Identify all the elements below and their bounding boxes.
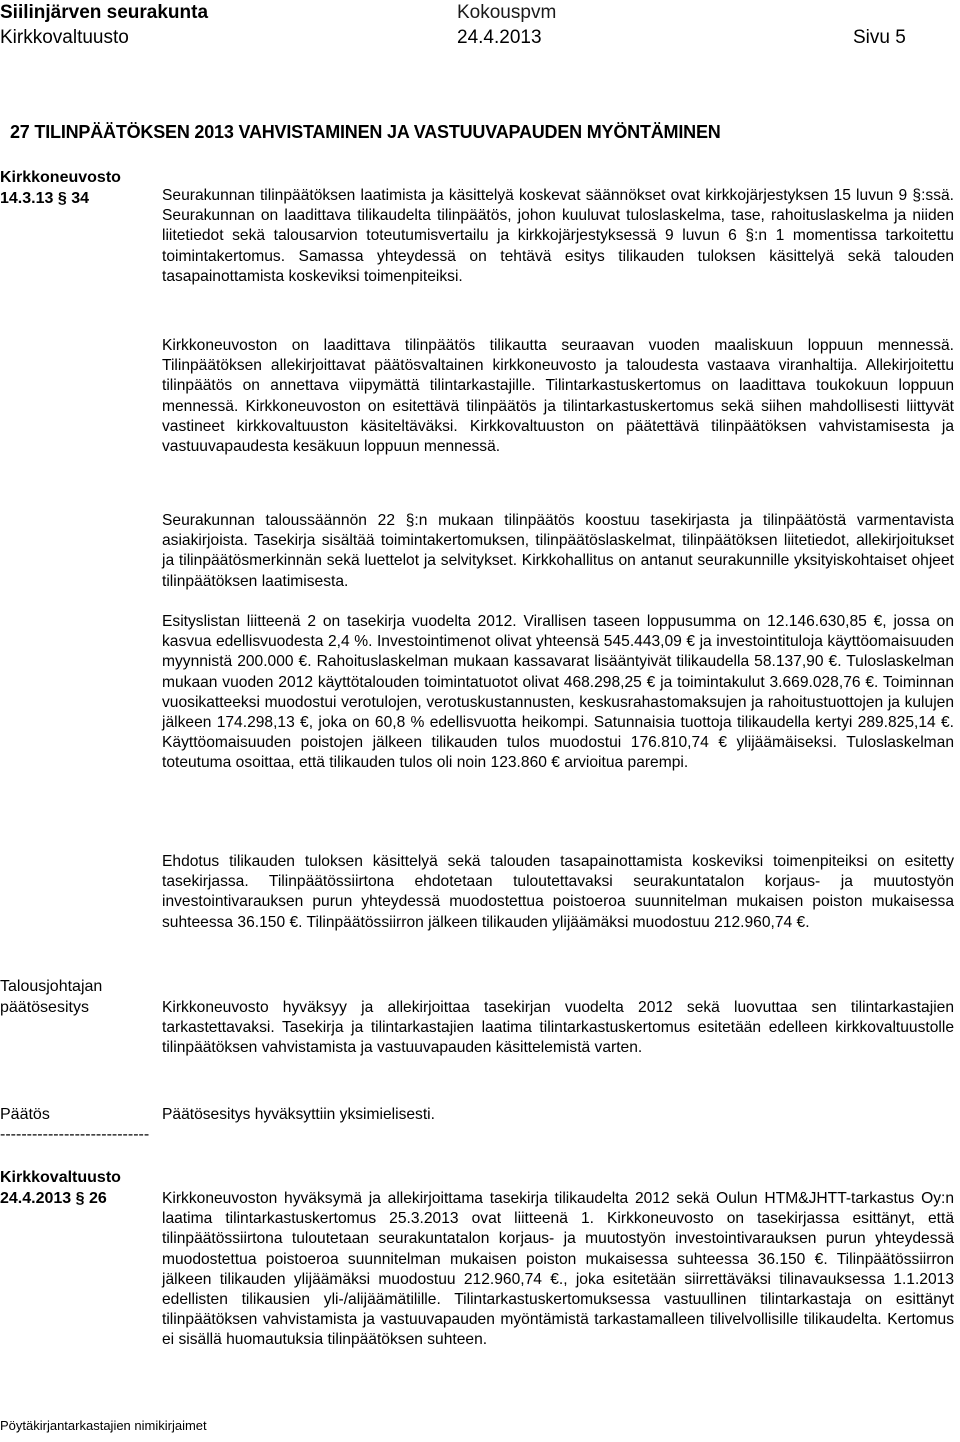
section-sign-icon: § — [912, 187, 922, 204]
section1-paragraph-regulation: Seurakunnan taloussäännön 22 §:n mukaan tilinpäätös koostuu tasekirjasta ja tilinpäätöstä varmentavista asiakirjoista. Tasekirja sisältää toimintakertomuksen, tilinpäätöslaskelmat, tilinpäätöksen liitetiedot, allekirjoitukset ja tilinpäätösmerkinnän sekä luettelot ja selvitykset. Kirkkohallitus on antanut seurakunnille yksityiskohtaiset ohjeet tilinpäätöksen laatimisesta. — [162, 512, 954, 590]
section-sign-icon: § — [745, 227, 755, 245]
section-sign-icon: § — [57, 190, 67, 207]
section-sign-icon: § — [75, 1190, 85, 1207]
proposal-label-line1: Talousjohtajan — [0, 978, 103, 995]
proposal-text: Kirkkoneuvosto hyväksyy ja allekirjoittaa tasekirjan vuodelta 2012 sekä luovuttaa sen tilintarkastajien tarkastettavaksi. Tasekirja ja tilintarkastajien laatima tilintarkastuskertomus esitetään edelleen kirkkovaltuustolle tilinpäätöksen vahvistamista ja vastuuvapauden käsittelemistä varten. — [162, 999, 954, 1057]
section2-body-label: Kirkkovaltuusto — [0, 1169, 121, 1186]
section1-ref: 14.3.13 § 34 — [0, 190, 89, 207]
proposal-label-line2: päätösesitys — [0, 999, 89, 1016]
section-title: 27 TILINPÄÄTÖKSEN 2013 VAHVISTAMINEN JA VASTUUVAPAUDEN MYÖNTÄMINEN — [10, 122, 721, 142]
section1-paragraph-proposal: Ehdotus tilikauden tuloksen käsittelyä sekä talouden tasapainottamista koskeviksi toimenpiteiksi on esitetty tasekirjassa. Tilinpäätössiirtona ehdotetaan tuloutettavaksi seurakuntatalon korjaus- ja muutostyön investointivarauksen purun yhteydessä muodostettua poistoeroa suunnitelman mukaisen poiston mukaisessa suhteessa 36.150 €. Tilinpäätössiirron jälkeen tilikauden ylijäämäksi muodostuu 212.960,74 €. — [162, 853, 954, 931]
org-name: Siilinjärven seurakunta — [0, 2, 209, 23]
page-number: Sivu 5 — [853, 27, 906, 48]
meeting-body: Kirkkovaltuusto — [0, 27, 129, 48]
section2-text: Kirkkoneuvoston hyväksymä ja allekirjoittama tasekirja tilikaudelta 2012 sekä Oulun HTM&JHTT-tarkastus Oy:n laatima tilintarkastuskertomus 25.3.2013 ovat liitteenä 1. Kirkkoneuvosto on tasekirjassa esittänyt, että tilinpäätössiirtona tuloutetaan seurakuntatalon korjaus- ja muutostyön investointivarauksen purun yhteydessä muodostettua poistoeroa suunnitelman mukaisen poiston mukaisessa suhteessa 36.150 €. Tilinpäätössiirron jälkeen tilikauden ylijäämäksi muodostuu 212.960,74 €., joka esitetään siirrettäväksi tilinavauksessa 1.1.2013 edellisten tilikausien yli-/alijäämätilille. Tilintarkastuskertomuksessa vastuullinen tilintarkastaja on esittänyt tilinpäätöksen vahvistamista ja vastuuvapauden myöntämistä tarkastamalleen tilivelvollisille tilikaudelta. Kertomus ei sisällä huomautuksia tilinpäätöksen suhteen. — [162, 1190, 954, 1349]
footer-initials-label: Pöytäkirjantarkastajien nimikirjaimet — [0, 1418, 207, 1433]
decision-label: Päätös — [0, 1106, 50, 1123]
section1-paragraph-deadlines: Kirkkoneuvoston on laadittava tilinpäätös tilikautta seuraavan vuoden maaliskuun loppuun mennessä. Tilinpäätöksen allekirjoittavat päätösvaltainen kirkkoneuvosto ja taloudesta vastaava viranhaltija. Allekirjoitettu tilinpäätös on annettava viipymättä tilintarkastajille. Tilintarkastuskertomus on laadittava toukokuun loppuun mennessä. Kirkkoneuvoston on esitettävä tilinpäätös ja tilintarkastuskertomus sekä siihen mahdollisesti liittyvät vastineet kirkkovaltuuston käsiteltäväksi. Kirkkovaltuuston on päätettävä tilinpäätöksen vahvistamisesta ja vastuuvapaudesta kesäkuun loppuun mennessä. — [162, 337, 954, 456]
decision-text: Päätösesitys hyväksyttiin yksimielisesti. — [162, 1106, 435, 1123]
date-label: Kokouspvm — [457, 2, 557, 23]
section1-intro: Seurakunnan tilinpäätöksen laatimista ja käsittelyä koskevat säännökset ovat kirkkojärjestyksen 15 luvun 9 §:ssä. Seurakunnan on laadittava tilikaudelta tilinpäätös, johon kuuluvat tuloslaskelma, tase, rahoituslaskelma ja niiden liitetiedot sekä talousarvion toteutumisvertailu ja kirkkojärjestyksessä 9 luvun 6 §:n 1 momentissa tarkoitettu toimintakertomus. Samassa yhteydessä on tehtävä esitys tilikauden tuloksen käsittelyä sekä talouden tasapainottamista koskeviksi toimenpiteiksi. — [162, 187, 954, 285]
meeting-date: 24.4.2013 — [457, 27, 542, 48]
section-divider: ---------------------------- — [0, 1126, 150, 1143]
section1-paragraph-figures: Esityslistan liitteenä 2 on tasekirja vuodelta 2012. Virallisen taseen loppusumma on 12.146.630,85 €, jossa on kasvua edellisvuodesta 2,4 %. Investointimenot olivat yhteensä 545.443,09 € ja investointituloja käyttöomaisuuden myynnistä 200.000 €. Rahoituslaskelman mukaan kassavarat lisääntyivät tilikaudella 58.137,90 €. Tuloslaskelman mukaan vuoden 2012 käyttötalouden toimintatuotot olivat 468.298,25 € ja toimintakulut 3.669.028,76 €. Toiminnan vuosikatteeksi muodostui verotulojen, verotuskustannusten, keskusrahastomaksujen ja rahoitustuottojen ja kulujen jälkeen 174.298,13 €, joka on 60,8 % edellisvuotta heikompi. Satunnaisia tuottoja tilikaudella kertyi 289.825,14 €. Käyttöomaisuuden poistojen jälkeen tilikauden tulos muodostui 176.810,74 € ylijäämäiseksi. Tuloslaskelman toteutuma osoittaa, että tilikauden tulos oli noin 123.860 € arvioitua parempi. — [162, 613, 954, 772]
section-sign-icon: § — [405, 512, 415, 529]
section1-body-label: Kirkkoneuvosto — [0, 169, 121, 186]
section2-ref: 24.4.2013 § 26 — [0, 1190, 107, 1207]
